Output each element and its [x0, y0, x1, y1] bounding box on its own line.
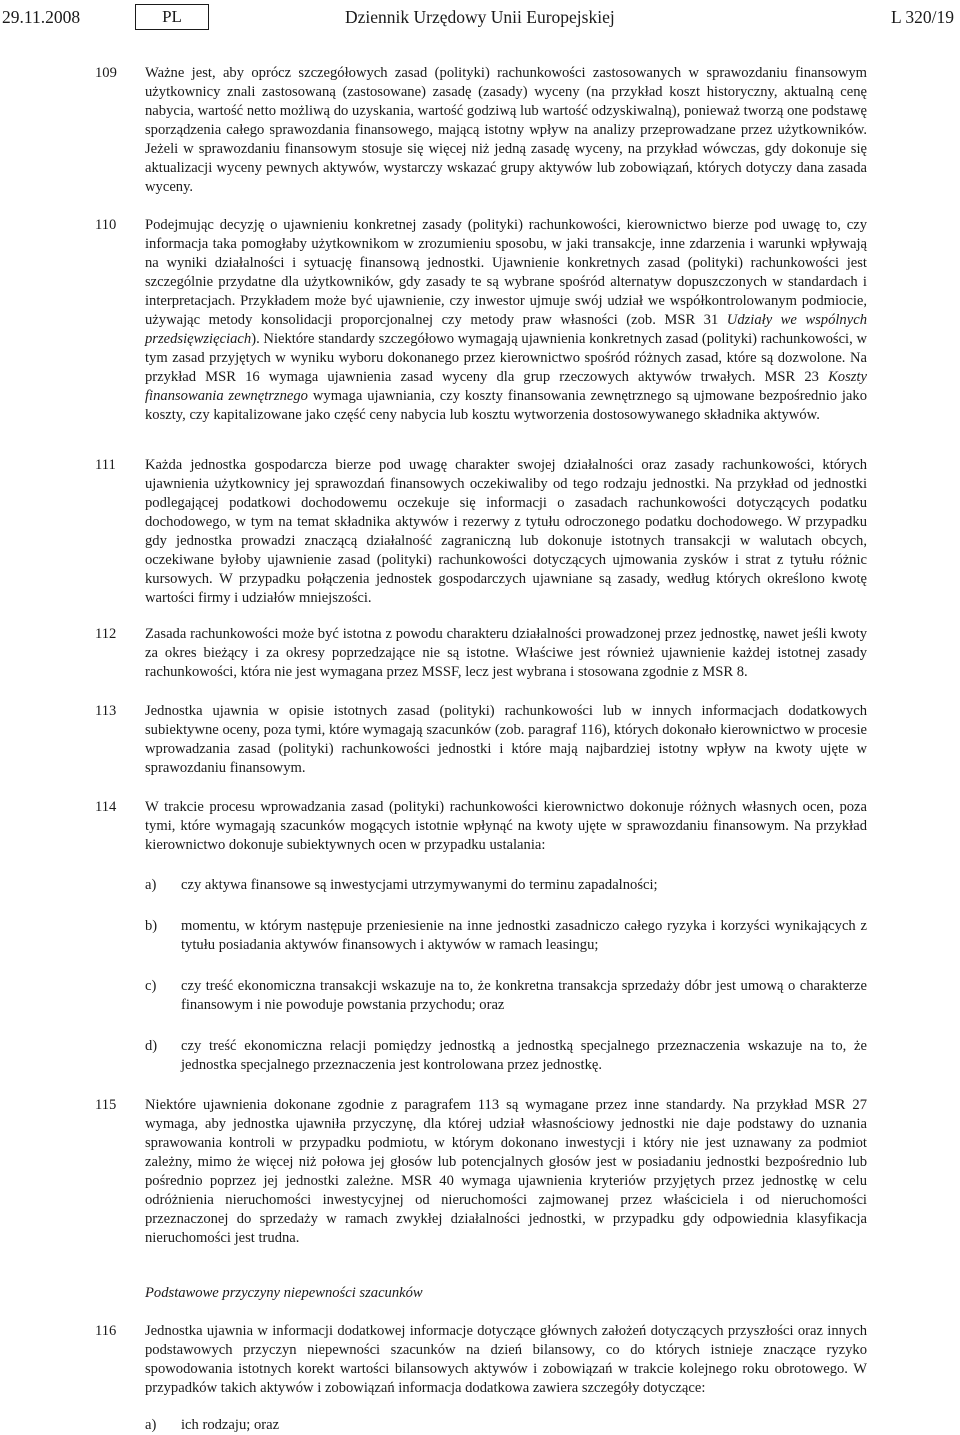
paragraph-110	[145, 216, 867, 425]
paragraph-110-part-1: Podejmując decyzję o ujawnieniu konkretnej zasady (polityki) rachunkowości, kierownictwo bierze pod uwagę to, czy informacja taka pomogłaby użytkownikom w zrozumieniu sposobu, w jaki transakcje, inne zdarzenia i warunki wpływają na wyniki działalności i sytuację finansową jednostki. Ujawnienie konkretnych zasad (polityki) rachunkowości jest szczególnie przydatne dla użytkowników, gdy zasady te są wybrane spośród alternatyw dopuszczonych w standardach i interpretacjach. Przykładem może być ujawnienie, czy inwestor ujmuje swój udział we współkontrolowanym podmiocie, używając metody konsolidacji proporcjonalnej czy metody praw własności (zob. MSR 31	[145, 217, 867, 328]
paragraph-110-part-2: ). Niektóre standardy szczegółowo wymagają ujawnienia konkretnych zasad (polityki) rachunkowości, w tym zasad przyjętych w wyniku wyboru dokonanego przez kierownictwo spośród różnych zasad, które są dozwolone. Na przykład MSR 16 wymaga ujawnienia zasad wyceny dla grup rzeczowych aktywów trwałych. MSR 23	[145, 331, 867, 385]
list-label-c: c)	[145, 978, 157, 994]
header-page-number: L 320/19	[890, 7, 954, 27]
paragraph-111: Każda jednostka gospodarcza bierze pod uwagę charakter swojej działalności oraz zasady rachunkowości, których ujawnienia użytkownicy jej sprawozdań finansowych oczekiwaliby od tego rodzaju jednostki. Na przykład od jednostki podlegającej podatkowi dochodowemu oczekuje się informacji o zasadach rachunkowości dotyczących podatku dochodowego, w tym na temat składnika aktywów i rezerwy z tytułu odroczonego podatku dochodowego. W przypadku gdy jednostka prowadzi znaczącą działalność zagraniczną lub dokonuje istotnych transakcji w walutach obcych, oczekiwane byłoby ujawnienie zasad (polityki) rachunkowości dotyczących ujmowania zysków i strat z tytułu różnic kursowych. W przypadku połączenia jednostek gospodarczych ujawniane są zasady, według których określono kwotę wartości firmy i udziałów mniejszości.	[145, 457, 867, 606]
list-label-116-a: a)	[145, 1417, 157, 1433]
paragraph-109: Ważne jest, aby oprócz szczegółowych zasad (polityki) rachunkowości zastosowanych w sprawozdaniu finansowym użytkownicy znali zastosowaną (zastosowane) zasadę (zasady) wyceny (na przykład koszt historyczny, aktualną cenę nabycia, wartość netto możliwą do uzyskania, wartość godziwą lub wartość odzyskiwalną), ponieważ tworzą one podstawę sporządzenia całego sprawozdania finansowego, mającą istotny wpływ na analizy przeprowadzane przez użytkowników. Jeżeli w sprawozdaniu finansowym stosuje się więcej niż jedną zasadę wyceny, na przykład wówczas, gdy dokonuje się aktualizacji wyceny pewnych aktywów, wystarczy wskazać grupy aktywów lub zobowiązań, których dotyczy dana zasada wyceny.	[145, 65, 867, 195]
list-item-b: momentu, w którym następuje przeniesienie na inne jednostki zasadniczo całego ryzyka i korzyści wynikających z tytułu posiadania aktywów finansowych i aktywów w ramach leasingu;	[181, 918, 867, 953]
paragraph-number-112: 112	[95, 626, 117, 642]
list-item-d: czy treść ekonomiczna relacji pomiędzy jednostką a jednostką specjalnego przeznaczenia wskazuje na to, że jednostka specjalnego przeznaczenia jest kontrolowana przez jednostkę.	[181, 1038, 867, 1073]
header-language-box: PL	[135, 4, 209, 30]
paragraph-number-114: 114	[95, 799, 117, 815]
list-label-a: a)	[145, 877, 157, 893]
paragraph-110-part-3: wymaga ujawniania, czy koszty finansowania zewnętrznego są ujmowane bezpośrednio jako koszty, czy kapitalizowane jako część ceny nabycia lub kosztu wytworzenia dostosowywanego składnika aktywów.	[145, 388, 867, 423]
paragraph-110-italic-msr31: Udziały we wspólnych przedsięwzięciach	[145, 312, 867, 347]
header-date: 29.11.2008	[2, 7, 81, 27]
paragraph-113: Jednostka ujawnia w opisie istotnych zasad (polityki) rachunkowości lub w innych informacjach dodatkowych subiektywne oceny, poza tymi, które wymagają szacunków (zob. paragraf 116), których dokonało kierownictwo w procesie wprowadzania zasad (polityki) rachunkowości jednostki i które mają najbardziej istotny wpływ na kwoty ujęte w sprawozdaniu finansowym.	[145, 703, 867, 776]
header-journal-title: Dziennik Urzędowy Unii Europejskiej	[345, 7, 615, 27]
list-item-c: czy treść ekonomiczna transakcji wskazuje na to, że konkretna transakcja sprzedaży dóbr jest umową o charakterze finansowym i nie powoduje powstania przychodu; oraz	[181, 978, 867, 1013]
paragraph-112: Zasada rachunkowości może być istotna z powodu charakteru działalności prowadzonej przez jednostkę, nawet jeśli kwoty za okres bieżący i za okresy poprzedzające nie są istotne. Właściwe jest również ujawnienie każdej istotnej zasady rachunkowości, która nie jest wymagana przez MSSF, lecz jest wybrana i stosowana zgodnie z MSR 8.	[145, 626, 867, 680]
paragraph-114: W trakcie procesu wprowadzania zasad (polityki) rachunkowości kierownictwo dokonuje różnych własnych ocen, poza tymi, które wymagają szacunków mogących istotnie wpłynąć na kwoty ujęte w sprawozdaniu finansowym. Na przykład kierownictwo dokonuje subiektywnych ocen w przypadku ustalania:	[145, 799, 867, 853]
paragraph-116: Jednostka ujawnia w informacji dodatkowej informacje dotyczące głównych założeń dotyczących przyszłości oraz innych podstawowych przyczyn niepewności szacunków na dzień bilansowy, co do których istnieje znaczące ryzyko spowodowania istotnych korekt wartości bilansowych aktywów i zobowiązań w trakcie kolejnego roku obrotowego. W przypadków takich aktywów i zobowiązań informacja dodatkowa zawiera szczegóły dotyczące:	[145, 1323, 867, 1396]
section-subheading: Podstawowe przyczyny niepewności szacunków	[145, 1285, 423, 1301]
page-header	[0, 4, 960, 30]
list-label-d: d)	[145, 1038, 158, 1054]
paragraph-number-116: 116	[95, 1323, 117, 1339]
paragraph-number-109: 109	[95, 65, 117, 81]
list-item-116-a: ich rodzaju; oraz	[181, 1417, 280, 1433]
paragraph-number-111: 111	[95, 457, 116, 473]
paragraph-number-110: 110	[95, 217, 117, 233]
paragraph-110-italic-msr23: Koszty finansowania zewnętrznego	[145, 369, 867, 404]
paragraph-number-113: 113	[95, 703, 117, 719]
paragraph-number-115: 115	[95, 1097, 117, 1113]
list-label-b: b)	[145, 918, 158, 934]
list-item-a: czy aktywa finansowe są inwestycjami utrzymywanymi do terminu zapadalności;	[181, 877, 658, 893]
paragraph-115: Niektóre ujawnienia dokonane zgodnie z paragrafem 113 są wymagane przez inne standardy. Na przykład MSR 27 wymaga, aby jednostka ujawniła przyczynę, dla której udział własnościowy jednostki nie daje podstawy do uznania sprawowania kontroli w przypadku podmiotu, w którym dokonano inwestycji i który nie jest uznawany za podmiot zależny, mimo że więcej niż połowa jej głosów lub potencjalnych głosów jest w posiadaniu jednostki bezpośrednio lub pośrednio poprzez jej jednostki zależne. MSR 40 wymaga ujawnienia kryteriów przyjętych przez jednostkę w celu odróżnienia nieruchomości inwestycyjnej od nieruchomości zajmowanej przez właściciela i od nieruchomości przeznaczonej do sprzedaży w ramach zwykłej działalności jednostki, w przypadku gdy odpowiednia klasyfikacja nieruchomości jest trudna.	[145, 1097, 867, 1246]
